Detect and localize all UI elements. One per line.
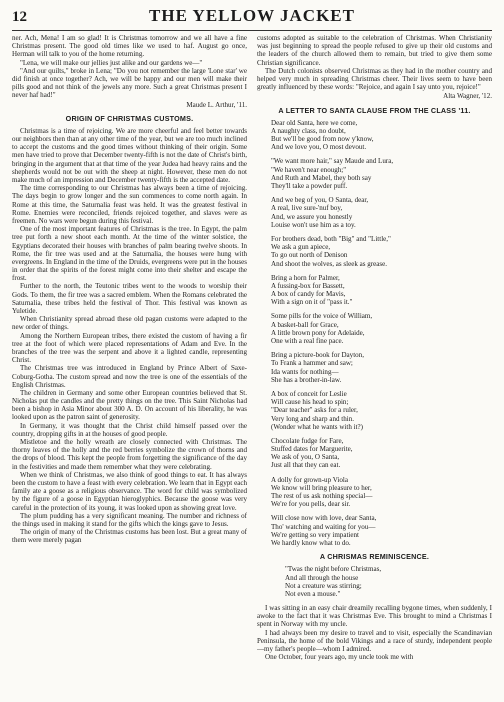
verse-line: To go out north of Denison bbox=[271, 251, 348, 260]
verse-line: Will close now with love, dear Santa, bbox=[271, 514, 377, 523]
verse-line: A dolly for grown-up Viola bbox=[271, 475, 348, 484]
right-column bbox=[257, 34, 492, 702]
verse-line: A naughty class, no doubt, bbox=[271, 126, 346, 135]
verse-line: But we'll be good from now y'know, bbox=[271, 135, 374, 144]
paragraph: The Christmas tree was introduced in England by Prince Albert of Saxe-Coburg-Gotha. The custom spread and now the tree is one of the essentials of the English Christmas. bbox=[12, 364, 247, 389]
section-title: A CHRISMAS REMINISCENCE. bbox=[319, 552, 430, 562]
paragraph: ner. Ach, Mena! I am so glad! It is Christmas tomorrow and we all have a fine Christmas present. The good old times like we used to haf. August go once, Herman will talk to you of the home returning. bbox=[12, 34, 247, 59]
poem-stanza bbox=[271, 157, 492, 190]
verse-line: And all through the house bbox=[285, 573, 359, 582]
verse-line: Will cause his head to spin; bbox=[271, 398, 349, 407]
poem bbox=[257, 119, 492, 547]
paragraph: Christmas is a time of rejoicing. We are more cheerful and feel better towards our neighbors then than at any other time of the year, but we are too much inclined to accept the customs and the good times without thinking of their origin. Some men have tried to prove that December twenty-fifth is not the date of Christ's birth, bringing in the argument that at that time of the year Judea had heavy rains and the shepherds would not be out with the sheep at night. However, these men do not make much of an impression and December twenty-fifth is the accepted date. bbox=[12, 126, 247, 184]
verse-line: And, we assure you honestly bbox=[271, 212, 353, 221]
paragraph: Among the Northern European tribes, there existed the custom of having a fir tree at the foot of which were placed representations of Adam and Eve. In the branches of the tree was the serpent and above it a lighted candle, representing Christ. bbox=[12, 331, 247, 365]
article-columns bbox=[12, 34, 492, 702]
verse-line: And we beg of you, O Santa, dear, bbox=[271, 196, 369, 205]
verse-line: "Dear teacher" asks for a ruler, bbox=[271, 406, 358, 415]
author-signature: Maude L. Arthur, '11. bbox=[186, 100, 247, 109]
poem-stanza bbox=[271, 437, 492, 470]
verse-line: Dear old Santa, here we come, bbox=[271, 118, 358, 127]
paragraph: I was sitting in an easy chair dreamily recalling bygone times, when suddenly, I awoke to the fact that it was Christmas Eve. This brought to mind a Christmas I spent in Norway with my uncle. bbox=[257, 604, 492, 629]
paragraph: "And our quilts," broke in Lena; "Do you not remember the large 'Lone star' we did finish at once together? Ach, we will be happy and our men will make their pills good and not think of the jewels any more. Such a great Christmas present I never haf had!" bbox=[12, 66, 247, 100]
poem-stanza bbox=[271, 196, 492, 229]
verse-line: We're for you pells, dear sir. bbox=[271, 500, 351, 509]
paragraph: I had always been my desire to travel and to visit, especially the Scandinavian Peninsula, the home of the bold Vikings and a race of sturdy, independent people—my father's people—whom I admired. bbox=[257, 628, 492, 653]
verse-line: Very long and sharp and thin. bbox=[271, 414, 354, 423]
verse-line: Bring a picture-book for Dayton, bbox=[271, 351, 364, 360]
paragraph: One October, four years ago, my uncle took me with bbox=[265, 653, 414, 662]
verse-line: Some pills for the voice of William, bbox=[271, 312, 373, 321]
section-title: A LETTER TO SANTA CLAUSE FROM THE CLASS '11. bbox=[278, 105, 471, 115]
verse-line: A box of candy for Mavis, bbox=[271, 290, 346, 299]
verse-line: "Twas the night before Christmas, bbox=[285, 565, 382, 574]
paragraph: "Lena, we will make our jellies just alike and our gardens we—" bbox=[20, 58, 203, 67]
poem-stanza bbox=[271, 119, 492, 152]
verse-line: Bring a horn for Palmer, bbox=[271, 273, 340, 282]
verse-line: Just all that they can eat. bbox=[271, 461, 341, 470]
verse-line: Not a creature was stirring; bbox=[285, 581, 362, 590]
paragraph: When we think of Christmas, we also think of good things to eat. It has always been the custom to have a feast with every celebration. We learn that in Egypt each family ate a goose as a religious observance. The word for child was symbolized by the figure of a goose in Egyptian hieroglyphics. Because the goose was very careful in the protection of its young, it was looked upon as showing great love. bbox=[12, 470, 247, 512]
verse-line: Chocolate fudge for Fare, bbox=[271, 436, 344, 445]
poem-stanza bbox=[271, 274, 492, 307]
verse-line: And shoot the wolves, as sleek as grease. bbox=[271, 259, 388, 268]
verse-line: We ask of you, O Santa, bbox=[271, 453, 340, 462]
verse-line: Stuffed dates for Marguerite, bbox=[271, 445, 353, 454]
paragraph: When Christianity spread abroad these old pagan customs were adapted to the new order of things. bbox=[12, 315, 247, 332]
paragraph: The Dutch colonists observed Christmas as they had in the mother country and helped very much in spreading Christmas cheer. Their lives seem to have been greatly influenced by these words: "Rejoice, and again I say unto you, rejoice!" bbox=[257, 66, 492, 92]
verse-line: Louise won't use him as a toy. bbox=[271, 220, 356, 229]
paragraph: The time corresponding to our Christmas has always been a time of rejoicing. The days begin to grow longer and the sun commences to come north again. In Rome at this time, the Saturnalia feast was held. It was the greatest festival in Rome. Enemies were reconciled, friends rejoiced together, and slaves were as freemen. No wars were begun during this festival. bbox=[12, 184, 247, 225]
verse-line: A fussing-box for Bassett, bbox=[271, 281, 345, 290]
verse-line: (Wonder what he wants with it?) bbox=[271, 422, 363, 431]
verse-line: And Ruth and Mabel, they both say bbox=[271, 173, 372, 182]
poem-stanza bbox=[271, 476, 492, 509]
poem-stanza bbox=[271, 235, 492, 268]
verse-line: One with a real fine pace. bbox=[271, 337, 344, 345]
paragraph: The plum pudding has a very significant meaning. The number and richness of the things used in making it stand for the gifts which the kings gave to Jesus. bbox=[12, 511, 247, 528]
paragraph: The children in Germany and some other European countries believed that St. Nicholas put the candles and the pretty things on the tree. This Saint Nicholas had been a bishop in Asia Minor about 300 A. D. On account of his liberality, he was looked upon as the patron saint of generosity. bbox=[12, 388, 247, 422]
verse-line: They'll take a powder puff. bbox=[271, 182, 348, 190]
verse-line: We're getting so very impatient bbox=[271, 530, 359, 539]
paragraph: Further to the north, the Teutonic tribes went to the woods to worship their Gods. To them, the fir tree was a sacred emblem. When the Romans celebrated the Saturnalia, these tribes held the festival of Thor. This festival was known as Yuletide. bbox=[12, 282, 247, 315]
verse-line: Tho' watching and waiting for you— bbox=[271, 522, 376, 531]
page-header bbox=[12, 6, 492, 31]
verse-line: We know will bring pleasure to her, bbox=[271, 483, 372, 492]
quoted-verse bbox=[285, 565, 492, 598]
paragraph: Mistletoe and the holly wreath are closely connected with Christmas. The thorny leaves of the holly and the red berries symbolize the crown of thorns and the drops of blood. This kept the people from forgetting the significance of the day in the festivities and made them remember what they were celebrating. bbox=[12, 438, 247, 471]
verse-line: We ask a gun apiece, bbox=[271, 243, 331, 252]
verse-line: She has a brother-in-law. bbox=[271, 375, 342, 384]
verse-line: The rest of us ask nothing special— bbox=[271, 492, 373, 500]
author-signature: Alta Wagner, '12. bbox=[443, 92, 492, 101]
verse-line: With a sign on it of "pass it." bbox=[271, 298, 353, 307]
poem-stanza bbox=[271, 390, 492, 431]
journal-title: THE YELLOW JACKET bbox=[149, 6, 355, 25]
section-title: ORIGIN OF CHRISTMAS CUSTOMS. bbox=[65, 113, 194, 123]
verse-line: To Frank a hammer and saw; bbox=[271, 359, 353, 368]
verse-line: A real, live sure-'nuf boy, bbox=[271, 204, 343, 213]
verse-line: For brothers dead, both "Big" and "Little," bbox=[271, 234, 391, 243]
paragraph: In Germany, it was thought that the Christ child himself passed over the country, dropping gifts in at the houses of good people. bbox=[12, 421, 247, 438]
page-number: 12 bbox=[12, 9, 27, 25]
verse-line: A little brown pony for Adelaide, bbox=[271, 328, 365, 337]
paragraph: customs adopted as suitable to the celebration of Christmas. When Christianity was just beginning to spread the people refused to give up their old customs and the leaders of the church allowed them to remain, but tried to give them some Christian significance. bbox=[257, 34, 492, 67]
paragraph: The origin of many of the Christmas customs has been lost. But a great many of them were merely pagan bbox=[12, 528, 247, 545]
left-column bbox=[12, 34, 247, 702]
verse-line: And we love you, O most devout. bbox=[271, 143, 367, 152]
paragraph: One of the most important features of Christmas is the tree. In Egypt, the palm tree put forth a new shoot each month. At the time of the winter solstice, the Egyptians decorated their houses with branches of palm bearing twelve shoots. In Rome, the fir tree was used and at the Saturnalia, the houses were hung with evergreens. In England in the time of the Druids, evergreens were put in the houses in order that the spirits of the forest might come into their shelter and escape the frost. bbox=[12, 225, 247, 283]
verse-line: "We want more hair," say Maude and Lura, bbox=[271, 157, 394, 166]
verse-line: We hardly know what to do. bbox=[271, 538, 351, 547]
verse-line: A basket-ball for Grace, bbox=[271, 320, 339, 329]
verse-line: Ida wants for nothing— bbox=[271, 367, 339, 376]
verse-line: "We haven't near enough;" bbox=[271, 165, 347, 174]
poem-stanza bbox=[271, 514, 492, 547]
poem-stanza bbox=[271, 351, 492, 384]
verse-line: A box of conceit for Leslie bbox=[271, 389, 347, 398]
verse-line: Not even a mouse." bbox=[285, 589, 341, 598]
poem-stanza bbox=[271, 312, 492, 345]
